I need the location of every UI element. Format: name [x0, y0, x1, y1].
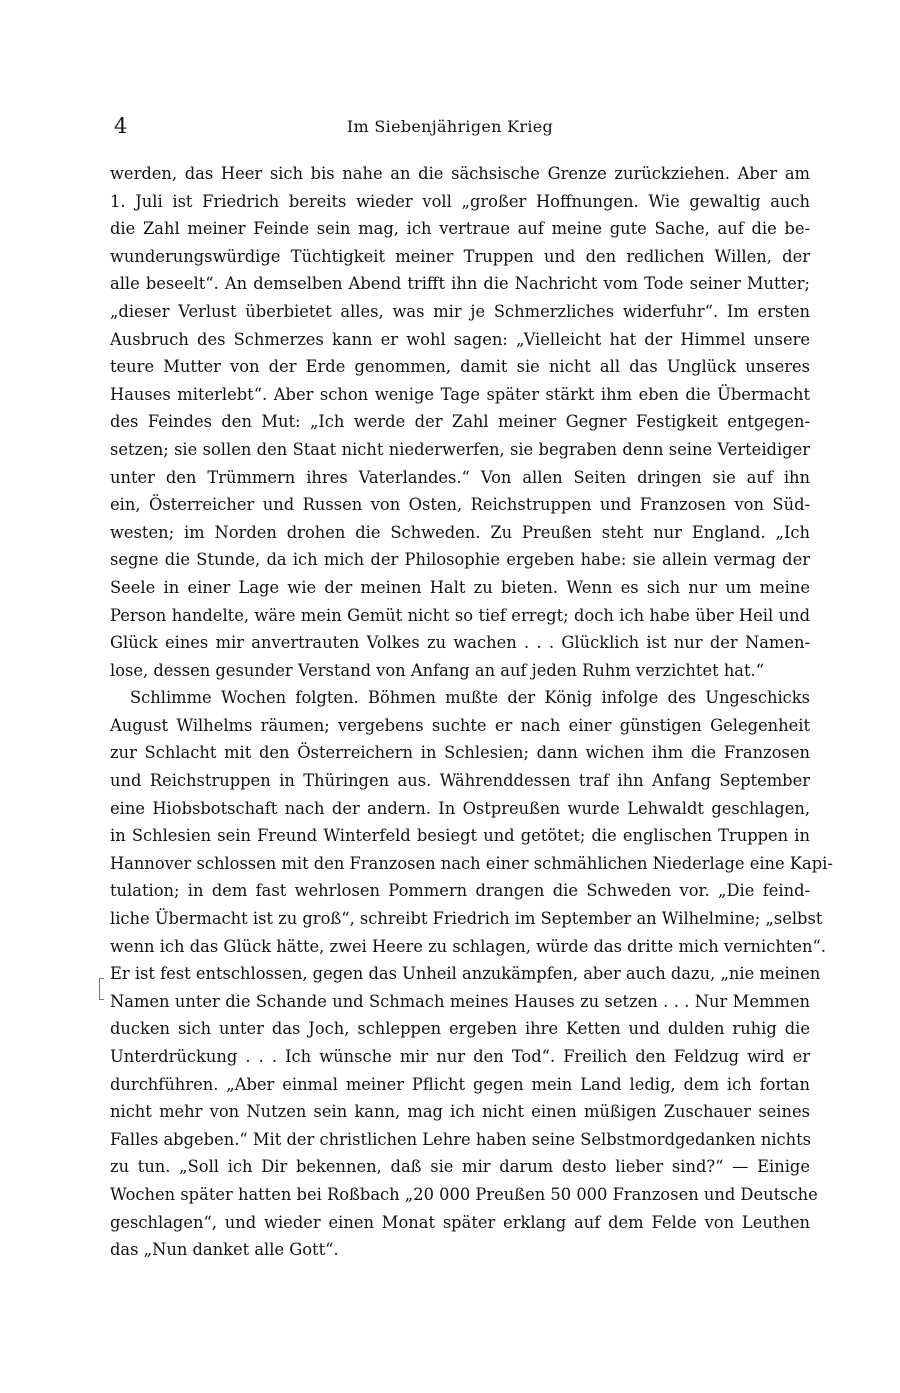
text-line: setzen; sie sollen den Staat nicht niederwerfen, sie begraben denn seine Verteidiger [110, 439, 810, 459]
text-line: zu tun. „Soll ich Dir bekennen, daß sie mir darum desto lieber sind?“ — Einige [110, 1157, 810, 1177]
text-line: „dieser Verlust überbietet alles, was mir je Schmerzliches widerfuhr“. Im ersten [110, 301, 810, 321]
text-line: August Wilhelms räumen; vergebens suchte er nach einer günstigen Gelegenheit [110, 715, 810, 735]
text-line: geschlagen“, und wieder einen Monat später erklang auf dem Felde von Leuthen [110, 1212, 810, 1232]
text-line: Er ist fest entschlossen, gegen das Unheil anzukämpfen, aber auch dazu, „nie meinen [110, 964, 821, 984]
text-line: des Feindes den Mut: „Ich werde der Zahl meiner Gegner Festigkeit entgegen- [110, 412, 810, 432]
text-line: teure Mutter von der Erde genommen, damit sie nicht all das Unglück unseres [110, 357, 810, 377]
text-line: ducken sich unter das Joch, schleppen ergeben ihre Ketten und dulden ruhig die [110, 1019, 810, 1039]
text-line: zur Schlacht mit den Österreichern in Schlesien; dann wichen ihm die Franzosen [110, 743, 810, 763]
text-line: Seele in einer Lage wie der meinen Halt zu bieten. Wenn es sich nur um meine [110, 577, 810, 597]
text-line: Unterdrückung . . . Ich wünsche mir nur den Tod“. Freilich den Feldzug wird er [110, 1047, 810, 1066]
text-line: wenn ich das Glück hätte, zwei Heere zu schlagen, würde das dritte mich vernichten“. [110, 936, 826, 956]
text-line: tulation; in dem fast wehrlosen Pommern drangen die Schweden vor. „Die feind- [110, 881, 810, 901]
text-line: und Reichstruppen in Thüringen aus. Währenddessen traf ihn Anfang September [110, 771, 810, 791]
text-line: Schlimme Wochen folgten. Böhmen mußte der König infolge des Ungeschicks [130, 688, 810, 708]
text-line: liche Übermacht ist zu groß“, schreibt Friedrich im September an Wilhelmine; „selbst [110, 909, 823, 929]
paragraph [110, 160, 810, 684]
text-line: unter den Trümmern ihres Vaterlandes.“ Von allen Seiten dringen sie auf ihn [110, 467, 810, 487]
text-line: Ausbruch des Schmerzes kann er wohl sagen: „Vielleicht hat der Himmel unsere [110, 329, 810, 349]
running-head: Im Siebenjährigen Krieg [346, 117, 554, 136]
text-line: Person handelte, wäre mein Gemüt nicht so tief erregt; doch ich habe über Heil und [110, 605, 810, 625]
text-line: Glück eines mir anvertrauten Volkes zu wachen . . . Glücklich ist nur der Namen- [110, 633, 810, 653]
text-line: das „Nun danket alle Gott“. [110, 1240, 339, 1260]
text-line: 1. Juli ist Friedrich bereits wieder voll „großer Hoffnungen. Wie gewaltig auch [110, 191, 810, 211]
text-line: nicht mehr von Nutzen sein kann, mag ich nicht einen müßigen Zuschauer seines [110, 1102, 810, 1122]
text-line: Falles abgeben.“ Mit der christlichen Lehre haben seine Selbstmordgedanken nichts [110, 1129, 812, 1149]
text-line: Hannover schlossen mit den Franzosen nach einer schmählichen Niederlage eine Kapi- [110, 853, 833, 873]
scan-edge-mark [99, 978, 104, 1000]
text-line: in Schlesien sein Freund Winterfeld besiegt und getötet; die englischen Truppen in [110, 826, 810, 846]
paragraph [110, 684, 833, 1263]
body-text [110, 160, 833, 1264]
text-line: Wochen später hatten bei Roßbach „20 000 Preußen 50 000 Franzosen und Deutsche [110, 1184, 818, 1204]
text-line: Hauses miterlebt“. Aber schon wenige Tage später stärkt ihm eben die Übermacht [110, 384, 810, 404]
text-line: segne die Stunde, da ich mich der Philosophie ergeben habe: sie allein vermag der [110, 550, 810, 570]
text-line: durchführen. „Aber einmal meiner Pflicht gegen mein Land ledig, dem ich fortan [110, 1074, 810, 1094]
text-line: eine Hiobsbotschaft nach der andern. In Ostpreußen wurde Lehwaldt geschlagen, [110, 798, 810, 818]
text-line: werden, das Heer sich bis nahe an die sächsische Grenze zurückziehen. Aber am [110, 164, 810, 183]
text-line: wunderungswürdige Tüchtigkeit meiner Truppen und den redlichen Willen, der [110, 246, 810, 266]
text-line: die Zahl meiner Feinde sein mag, ich vertraue auf meine gute Sache, auf die be- [110, 219, 810, 239]
text-line: ein, Österreicher und Russen von Osten, Reichstruppen und Franzosen von Süd- [110, 495, 810, 515]
page-number: 4 [114, 114, 128, 138]
text-line: Namen unter die Schande und Schmach meines Hauses zu setzen . . . Nur Memmen [110, 991, 810, 1011]
text-line: lose, dessen gesunder Verstand von Anfang an auf jeden Ruhm verzichtet hat.“ [110, 660, 765, 680]
text-line: westen; im Norden drohen die Schweden. Zu Preußen steht nur England. „Ich [110, 522, 810, 542]
text-line: alle beseelt“. An demselben Abend trifft ihn die Nachricht vom Tode seiner Mutter; [110, 274, 810, 294]
